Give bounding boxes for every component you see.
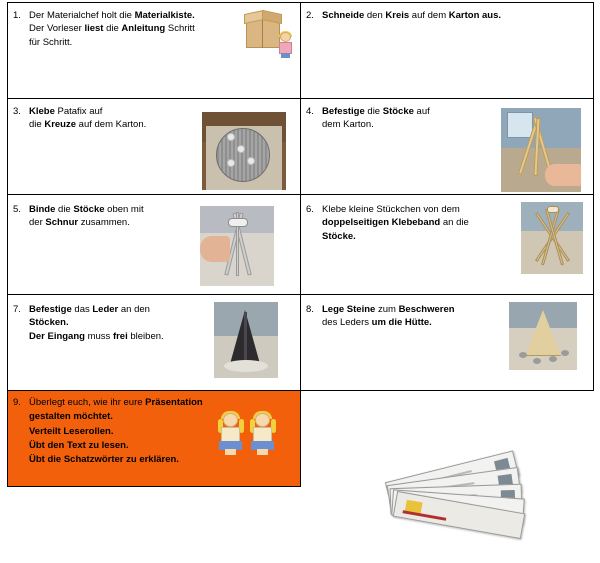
step-cell-4: [301, 99, 594, 195]
step-number: 5.: [13, 204, 21, 215]
step-number-spacer: [306, 230, 322, 243]
step-text-line: Stöcke.: [322, 230, 356, 242]
step-number-spacer: [13, 425, 29, 439]
table-row: [8, 195, 594, 295]
step-cell-8: [301, 295, 594, 391]
infokarten-faecher-photo: [372, 432, 540, 548]
leder-befestigen-photo: [214, 302, 278, 378]
step-number: 9.: [13, 397, 21, 408]
table-row: [8, 295, 594, 391]
step-cell-6: [301, 195, 594, 295]
step-number-spacer: [13, 453, 29, 467]
step-cell-7: [8, 295, 301, 391]
step-text-line: der Schnur zusammen.: [29, 217, 130, 229]
step-text-line: Binde die Stöcke oben mit: [29, 204, 144, 215]
table-row: [8, 99, 594, 195]
step-richtext-6: [301, 195, 497, 247]
step-text-line: die Kreuze auf dem Karton.: [29, 119, 147, 131]
step-number-spacer: [13, 22, 29, 35]
step-richtext-4: [301, 99, 491, 136]
step-number-spacer: [13, 330, 29, 343]
step-text-line: Der Vorleser liest die Anleitung Schritt: [29, 23, 195, 35]
step-cell-3: [8, 99, 301, 195]
step-number-spacer: [13, 410, 29, 424]
step-text-line: dem Karton.: [322, 119, 374, 131]
step-cell-2: [301, 3, 594, 99]
step-text-line: für Schritt.: [29, 36, 73, 48]
step-text-line: Übt die Schatzwörter zu erklären.: [29, 454, 179, 465]
step-number: 3.: [13, 106, 21, 117]
step-number: 6.: [306, 204, 314, 215]
step-number-spacer: [13, 36, 29, 49]
step-number: 2.: [306, 10, 314, 21]
step-number-spacer: [13, 216, 29, 229]
step-number: 8.: [306, 304, 314, 315]
table-row: [8, 3, 594, 99]
step-text-line: Überlegt euch, wie ihr eure Präsentation: [29, 397, 203, 408]
step-richtext-5: [8, 195, 188, 234]
step-richtext-8: [301, 295, 497, 334]
step-text-line: Klebe kleine Stückchen von dem: [322, 204, 460, 215]
step-number: 1.: [13, 10, 21, 21]
materialkiste-photo: [242, 8, 294, 60]
step-number-spacer: [13, 316, 29, 329]
schnur-binden-photo: [200, 206, 274, 286]
step-text-line: des Leders um die Hütte.: [322, 317, 432, 329]
step-text-line: Klebe Patafix auf: [29, 106, 103, 117]
step-cell-5: [8, 195, 301, 295]
step-text-line: doppelseitigen Klebeband an die: [322, 217, 469, 229]
step-number-spacer: [306, 316, 322, 329]
step-number-spacer: [306, 118, 322, 131]
step-number: 7.: [13, 304, 21, 315]
step-text-line: Befestige das Leder an den: [29, 304, 150, 315]
step-text-line: Der Eingang muss frei bleiben.: [29, 330, 164, 342]
step-cell-9: [8, 391, 301, 487]
stoecke-befestigen-photo: [501, 108, 581, 192]
step-richtext-9: [8, 391, 213, 471]
step-number-spacer: [13, 118, 29, 131]
step-richtext-7: [8, 295, 198, 347]
kind-figur-rechts-icon: [250, 411, 276, 455]
kid-figure-icon: [278, 32, 294, 58]
step-number-spacer: [13, 439, 29, 453]
kind-figur-links-icon: [218, 411, 244, 455]
klebeband-stoecke-photo: [521, 202, 583, 274]
step-richtext-1: [8, 3, 244, 53]
step-text-line: Der Materialchef holt die Materialkiste.: [29, 10, 195, 21]
steine-huette-photo: [509, 302, 577, 370]
steps-table: [7, 2, 594, 487]
step-text-line: Verteilt Leserollen.: [29, 425, 114, 437]
step-text-line: gestalten möchtet.: [29, 411, 113, 423]
step-text-line: Übt den Text zu lesen.: [29, 439, 129, 451]
step-number: 4.: [306, 106, 314, 117]
step-number-spacer: [306, 216, 322, 229]
step-text-line: Lege Steine zum Beschweren: [322, 304, 455, 315]
step-text-line: Schneide den Kreis auf dem Karton aus.: [322, 10, 502, 21]
step-cell-1: [8, 3, 301, 99]
patafix-kreuze-photo: [202, 112, 286, 190]
step-text-line: Befestige die Stöcke auf: [322, 106, 430, 117]
step-text-line: Stöcken.: [29, 317, 69, 329]
step-richtext-3: [8, 99, 198, 136]
step-richtext-2: [301, 3, 593, 26]
